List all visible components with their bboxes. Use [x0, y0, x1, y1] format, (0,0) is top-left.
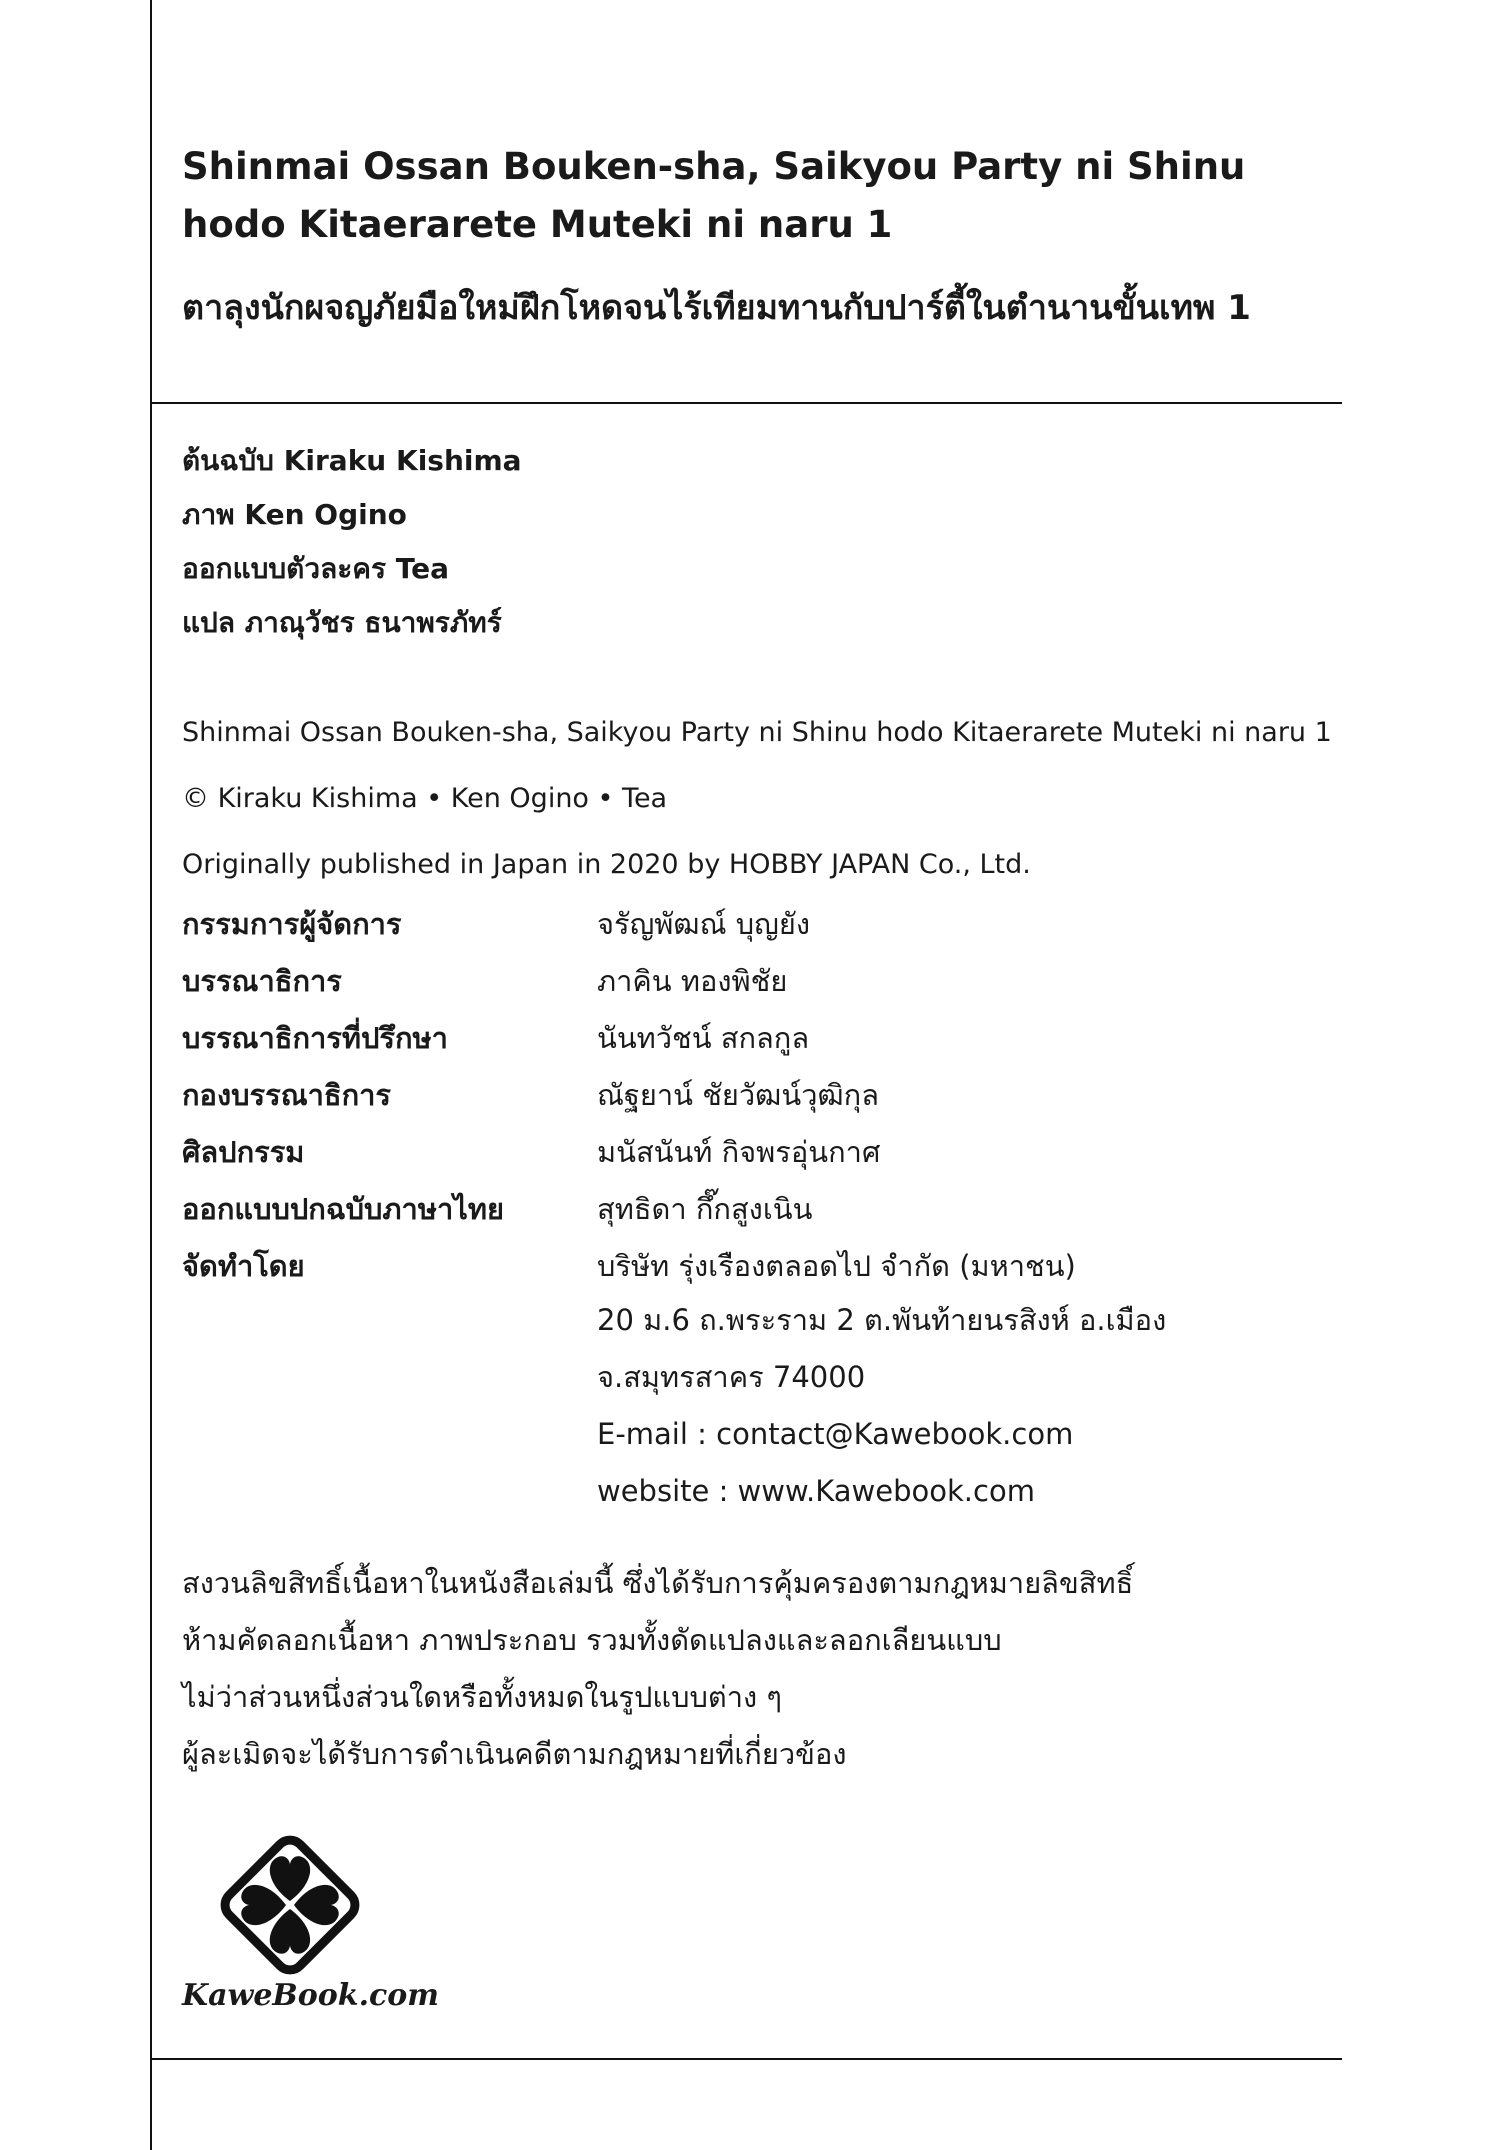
staff-label: จัดทำโดย [182, 1249, 305, 1283]
address-street: 20 ม.6 ถ.พระราม 2 ต.พันท้ายนรสิงห์ อ.เมือง [597, 1303, 1167, 1337]
left-vertical-rule [150, 0, 152, 2150]
credit-author: ต้นฉบับ Kiraku Kishima [182, 444, 522, 477]
credit-translator: แปล ภาณุวัชร ธนาพรภัทร์ [182, 606, 502, 639]
four-leaf-clover-diamond-icon [210, 1825, 370, 1985]
title-english: Shinmai Ossan Bouken-sha, Saikyou Party ni Shinu hodo Kitaerarete Muteki ni naru 1 [182, 145, 1246, 246]
credit-character-design: ออกแบบตัวละคร Tea [182, 552, 450, 585]
staff-label: ออกแบบปกฉบับภาษาไทย [182, 1192, 504, 1226]
staff-value: บริษัท รุ่งเรืองตลอดไป จำกัด (มหาชน) [597, 1249, 1076, 1283]
notice-line: ไม่ว่าส่วนหนึ่งส่วนใดหรือทั้งหมดในรูปแบบต่าง ๆ [182, 1680, 782, 1714]
original-title-line: Shinmai Ossan Bouken-sha, Saikyou Party ni Shinu hodo Kitaerarete Muteki ni naru 1 [182, 717, 1332, 748]
publisher-logo-text: KaweBook.com [182, 1978, 440, 2013]
staff-value: มนัสนันท์ กิจพรอุ่นกาศ [597, 1135, 881, 1169]
staff-value: ภาคิน ทองพิชัย [597, 964, 788, 998]
contact-website: website : www.Kawebook.com [597, 1474, 1035, 1508]
top-horizontal-rule [150, 402, 1342, 404]
staff-value: ณัฐยาน์ ชัยวัฒน์วุฒิกุล [597, 1078, 880, 1112]
staff-value: จรัญพัฒณ์ บุญยัง [597, 907, 810, 941]
notice-line: สงวนลิขสิทธิ์เนื้อหาในหนังสือเล่มนี้ ซึ่งได้รับการคุ้มครองตามกฎหมายลิขสิทธิ์ [182, 1566, 1134, 1600]
staff-label: ศิลปกรรม [182, 1135, 305, 1169]
staff-label: กองบรรณาธิการ [182, 1078, 392, 1112]
bottom-horizontal-rule [150, 2058, 1342, 2060]
original-publication-block [182, 700, 1332, 898]
contact-email: E-mail : contact@Kawebook.com [597, 1417, 1074, 1451]
title-thai: ตาลุงนักผจญภัยมือใหม่ฝึกโหดจนไร้เทียมทานกับปาร์ตี้ในตำนานขั้นเทพ 1 [182, 288, 1251, 328]
notice-line: ผู้ละเมิดจะได้รับการดำเนินคดีตามกฎหมายที่เกี่ยวข้อง [182, 1737, 847, 1771]
copyright-holders-line: © Kiraku Kishima • Ken Ogino • Tea [182, 783, 668, 814]
staff-value: นันทวัชน์ สกลกูล [597, 1021, 810, 1055]
staff-label: บรรณาธิการที่ปรึกษา [182, 1021, 448, 1055]
address-province: จ.สมุทรสาคร 74000 [597, 1360, 866, 1394]
copyright-notice [182, 1555, 1133, 1783]
credit-illustrator: ภาพ Ken Ogino [182, 498, 407, 531]
credits-block [182, 434, 522, 650]
staff-label: บรรณาธิการ [182, 964, 342, 998]
staff-value: สุทธิดา กึ๊กสูงเนิน [597, 1192, 813, 1226]
staff-label: กรรมการผู้จัดการ [182, 907, 402, 941]
notice-line: ห้ามคัดลอกเนื้อหา ภาพประกอบ รวมทั้งดัดแปลงและลอกเลียนแบบ [182, 1623, 1002, 1657]
original-publisher-line: Originally published in Japan in 2020 by HOBBY JAPAN Co., Ltd. [182, 849, 1031, 880]
publisher-address-block [597, 1292, 1166, 1520]
